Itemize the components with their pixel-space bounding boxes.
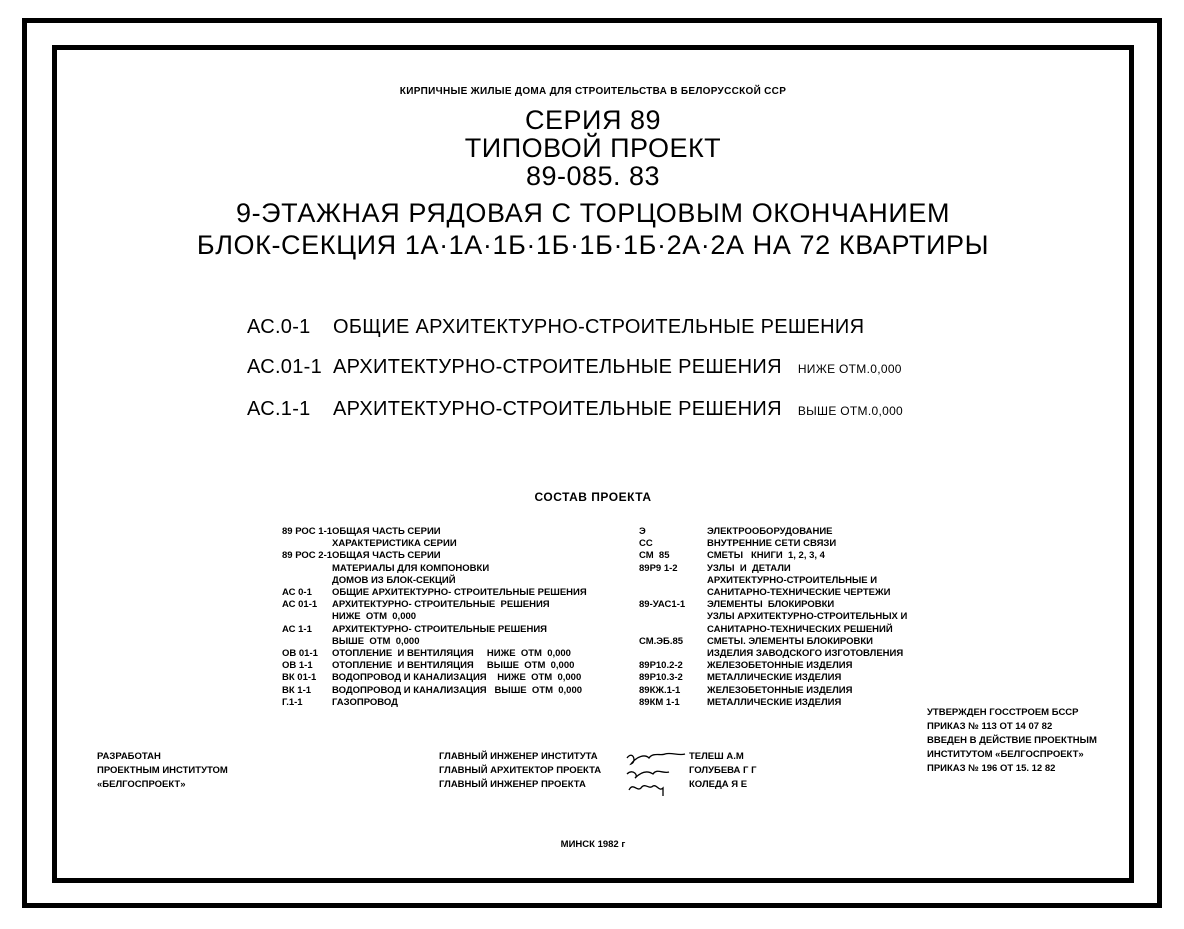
composition-code: Э bbox=[639, 526, 646, 537]
composition-code: 89КМ 1-1 bbox=[639, 696, 680, 708]
composition-text: ЭЛЕКТРООБОРУДОВАНИЕ bbox=[707, 526, 833, 537]
composition-code: СМ.ЭБ.85 bbox=[639, 635, 684, 647]
section-note: НИЖЕ ОТМ.0,000 bbox=[797, 362, 902, 376]
composition-code: 89 РОС 2-1 bbox=[282, 550, 333, 562]
composition-text: ЭЛЕМЕНТЫ БЛОКИРОВКИ bbox=[707, 599, 835, 611]
composition-code: СМ 85 bbox=[639, 550, 670, 562]
composition-code: ОВ 1-1 bbox=[282, 660, 313, 672]
composition-code: Г.1-1 bbox=[282, 696, 303, 708]
composition-text: ЖЕЛЕЗОБЕТОННЫЕ ИЗДЕЛИЯ bbox=[707, 684, 853, 696]
title-sheet bbox=[52, 45, 1134, 883]
composition-text: МЕТАЛЛИЧЕСКИЕ ИЗДЕЛИЯ bbox=[707, 696, 842, 708]
project-number: 89-085. 83 bbox=[525, 161, 661, 191]
developer-block bbox=[97, 750, 228, 792]
composition-code: 89Р10.2-2 bbox=[639, 660, 683, 672]
composition-text: САНИТАРНО-ТЕХНИЧЕСКИЕ ЧЕРТЕЖИ bbox=[707, 587, 891, 598]
composition-text: ЖЕЛЕЗОБЕТОННЫЕ ИЗДЕЛИЯ bbox=[707, 660, 853, 672]
composition-text: ВОДОПРОВОД И КАНАЛИЗАЦИЯ ВЫШЕ ОТМ 0,000 bbox=[332, 684, 583, 696]
block-section: БЛОК-СЕКЦИЯ 1А·1А·1Б·1Б·1Б·1Б·2А·2А НА 72 КВАРТИРЫ bbox=[196, 230, 990, 260]
approval-block bbox=[927, 706, 1097, 776]
composition-text: ОТОПЛЕНИЕ И ВЕНТИЛЯЦИЯ ВЫШЕ ОТМ 0,000 bbox=[332, 660, 575, 672]
composition-code: 89Р10.3-2 bbox=[639, 672, 683, 684]
composition-text: АРХИТЕКТУРНО- СТРОИТЕЛЬНЫЕ РЕШЕНИЯ bbox=[332, 599, 550, 611]
composition-text: НИЖЕ ОТМ 0,000 bbox=[332, 611, 417, 623]
composition-text: СМЕТЫ. ЭЛЕМЕНТЫ БЛОКИРОВКИ bbox=[707, 635, 873, 647]
building-description: 9-ЭТАЖНАЯ РЯДОВАЯ С ТОРЦОВЫМ ОКОНЧАНИЕМ bbox=[235, 198, 951, 228]
composition-text: АРХИТЕКТУРНО- СТРОИТЕЛЬНЫЕ РЕШЕНИЯ bbox=[332, 623, 547, 635]
signatory-role: ГЛАВНЫЙ АРХИТЕКТОР ПРОЕКТА bbox=[439, 765, 602, 776]
composition-text: ОБЩАЯ ЧАСТЬ СЕРИИ bbox=[332, 526, 441, 537]
signatures-image bbox=[623, 748, 693, 798]
composition-text: ВНУТРЕННИЕ СЕТИ СВЯЗИ bbox=[707, 538, 837, 550]
overline: КИРПИЧНЫЕ ЖИЛЫЕ ДОМА ДЛЯ СТРОИТЕЛЬСТВА В БЕЛОРУССКОЙ ССР bbox=[399, 86, 787, 97]
signatory-roles bbox=[439, 750, 601, 792]
approval-line: ИНСТИТУТОМ «БЕЛГОСПРОЕКТ» bbox=[927, 749, 1084, 760]
composition-text: ОТОПЛЕНИЕ И ВЕНТИЛЯЦИЯ НИЖЕ ОТМ 0,000 bbox=[332, 648, 571, 659]
composition-code: ВК 01-1 bbox=[282, 672, 317, 684]
composition-text: ВЫШЕ ОТМ 0,000 bbox=[332, 635, 420, 647]
approval-line: ПРИКАЗ № 113 ОТ 14 07 82 bbox=[927, 721, 1053, 732]
section-code: АС.01-1 bbox=[247, 356, 323, 378]
composition-code: 89-УАС1-1 bbox=[639, 599, 686, 611]
signatory-role: ГЛАВНЫЙ ИНЖЕНЕР ПРОЕКТА bbox=[439, 779, 586, 790]
composition-code: ВК 1-1 bbox=[282, 684, 312, 696]
signatory-names bbox=[689, 750, 756, 792]
signatory-name: ГОЛУБЕВА Г Г bbox=[689, 765, 757, 776]
developer-line: ПРОЕКТНЫМ ИНСТИТУТОМ bbox=[97, 765, 228, 776]
composition-code: 89 РОС 1-1 bbox=[282, 526, 333, 537]
composition-left-column bbox=[282, 526, 612, 726]
section-name: АРХИТЕКТУРНО-СТРОИТЕЛЬНЫЕ РЕШЕНИЯ bbox=[333, 356, 782, 378]
composition-text: САНИТАРНО-ТЕХНИЧЕСКИХ РЕШЕНИЙ bbox=[707, 623, 893, 635]
section-name: АРХИТЕКТУРНО-СТРОИТЕЛЬНЫЕ РЕШЕНИЯ bbox=[333, 398, 782, 420]
composition-right-column bbox=[639, 526, 939, 726]
approval-line: ВВЕДЕН В ДЕЙСТВИЕ ПРОЕКТНЫМ bbox=[927, 735, 1097, 746]
composition-text: МАТЕРИАЛЫ ДЛЯ КОМПОНОВКИ bbox=[332, 562, 490, 574]
section-code: АС.1-1 bbox=[247, 398, 311, 420]
composition-text: СМЕТЫ КНИГИ 1, 2, 3, 4 bbox=[707, 550, 825, 562]
composition-text: УЗЛЫ АРХИТЕКТУРНО-СТРОИТЕЛЬНЫХ И bbox=[707, 611, 908, 623]
composition-text: ИЗДЕЛИЯ ЗАВОДСКОГО ИЗГОТОВЛЕНИЯ bbox=[707, 648, 904, 659]
composition-code: 89Р9 1-2 bbox=[639, 562, 678, 574]
composition-code: АС 01-1 bbox=[282, 599, 318, 611]
signatory-role: ГЛАВНЫЙ ИНЖЕНЕР ИНСТИТУТА bbox=[439, 751, 598, 762]
composition-text: ХАРАКТЕРИСТИКА СЕРИИ bbox=[332, 538, 457, 550]
signatory-name: КОЛЕДА Я Е bbox=[689, 779, 748, 790]
composition-text: МЕТАЛЛИЧЕСКИЕ ИЗДЕЛИЯ bbox=[707, 672, 842, 684]
approval-line: УТВЕРЖДЕН ГОССТРОЕМ БССР bbox=[927, 707, 1079, 718]
composition-code: ОВ 01-1 bbox=[282, 648, 318, 659]
composition-title: СОСТАВ ПРОЕКТА bbox=[534, 490, 652, 504]
approval-line: ПРИКАЗ № 196 ОТ 15. 12 82 bbox=[927, 763, 1056, 774]
composition-text: УЗЛЫ И ДЕТАЛИ bbox=[707, 562, 791, 574]
composition-text: ГАЗОПРОВОД bbox=[332, 696, 398, 708]
composition-text: ВОДОПРОВОД И КАНАЛИЗАЦИЯ НИЖЕ ОТМ 0,000 bbox=[332, 672, 582, 684]
composition-text: ДОМОВ ИЗ БЛОК-СЕКЦИЙ bbox=[332, 574, 456, 586]
composition-code: 89КЖ.1-1 bbox=[639, 684, 681, 696]
composition-code: СС bbox=[639, 538, 653, 550]
composition-text: ОБЩАЯ ЧАСТЬ СЕРИИ bbox=[332, 550, 441, 562]
project-type: ТИПОВОЙ ПРОЕКТ bbox=[464, 133, 722, 163]
composition-text: АРХИТЕКТУРНО-СТРОИТЕЛЬНЫЕ И bbox=[707, 574, 878, 586]
place-year: МИНСК 1982 г bbox=[560, 839, 626, 850]
composition-text: ОБЩИЕ АРХИТЕКТУРНО- СТРОИТЕЛЬНЫЕ РЕШЕНИЯ bbox=[332, 587, 587, 598]
composition-code: АС 1-1 bbox=[282, 623, 312, 635]
developer-line: РАЗРАБОТАН bbox=[97, 751, 161, 762]
series-title: СЕРИЯ 89 bbox=[525, 105, 661, 135]
signatory-name: ТЕЛЕШ А.М bbox=[689, 751, 744, 762]
composition-code: АС 0-1 bbox=[282, 587, 312, 598]
section-note: ВЫШЕ ОТМ.0,000 bbox=[797, 404, 904, 418]
section-code: АС.0-1 bbox=[247, 316, 311, 338]
section-name: ОБЩИЕ АРХИТЕКТУРНО-СТРОИТЕЛЬНЫЕ РЕШЕНИЯ bbox=[333, 316, 865, 338]
developer-line: «БЕЛГОСПРОЕКТ» bbox=[97, 779, 186, 790]
